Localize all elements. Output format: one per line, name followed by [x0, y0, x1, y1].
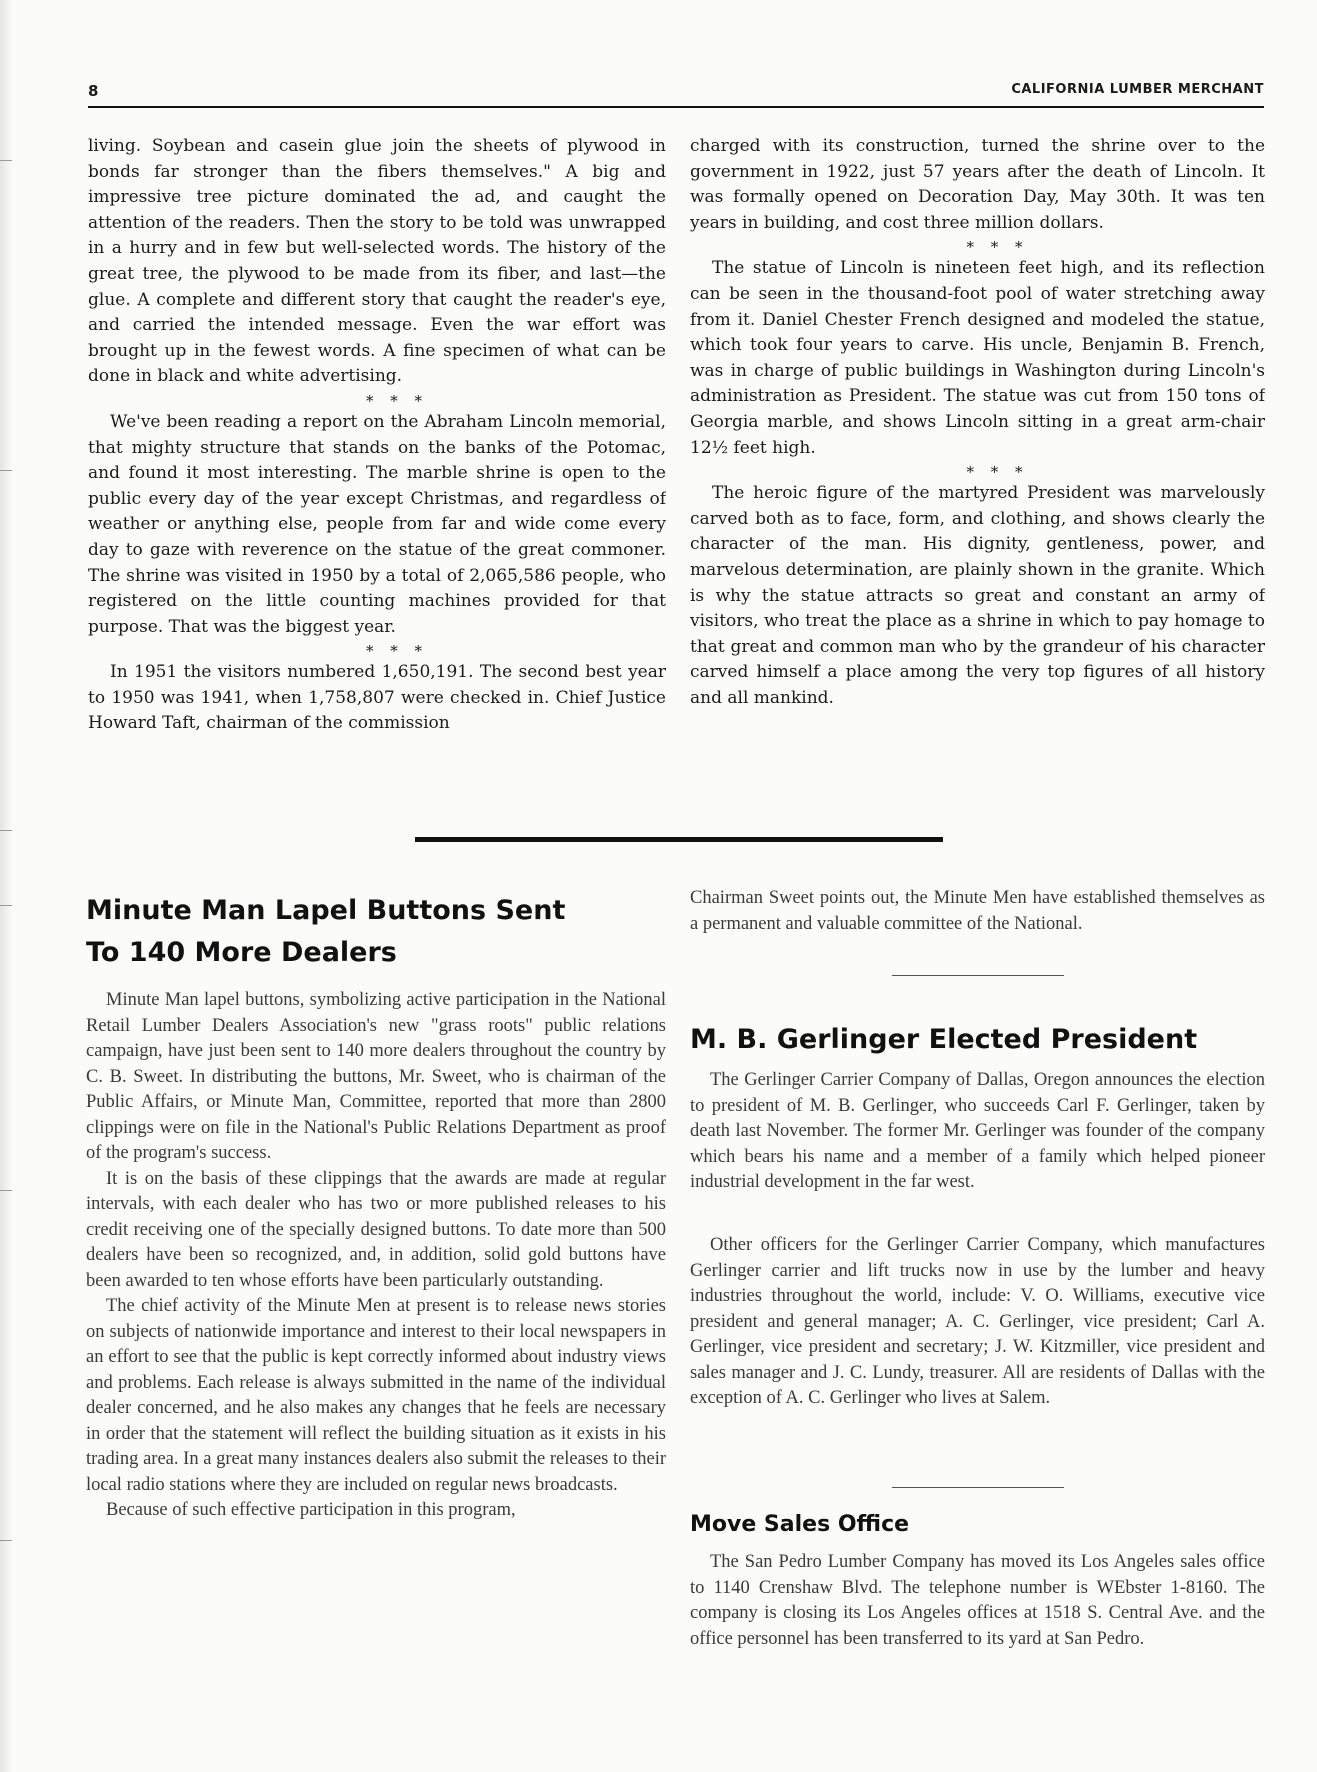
- minute-man-headline: [86, 890, 565, 974]
- column-top-left: [88, 134, 666, 737]
- scan-tick: [0, 1540, 12, 1541]
- section-separator: * * *: [365, 391, 429, 410]
- headline-line: To 140 More Dealers: [86, 937, 397, 968]
- minute-man-article: [86, 988, 666, 1524]
- paragraph: The statue of Lincoln is nineteen feet high, and its reflection can be seen in the thousand-foot pool of water stretching away from it. Daniel Chester French designed and modeled the statue, which took four years to carve. His uncle, Benjamin B. French, was in charge of public buildings in Washington during Lincoln's administration as President. The statue was cut from 150 tons of Georgia marble, and shows Lincoln sitting in a great arm-chair 12½ feet high.: [690, 258, 1265, 458]
- section-divider: [415, 837, 943, 842]
- paragraph: Chairman Sweet points out, the Minute Men have established themselves as a permanent and valuable committee of the National.: [690, 888, 1265, 934]
- paragraph: The chief activity of the Minute Men at present is to release news stories on subjects of nationwide importance and interest to their local newspapers in an effort to see that the public is kept correctly informed about industry views and problems. Each release is always submitted in the name of the individual dealer concerned, and he also makes any changes that he feels are necessary in order that the statement will reflect the building situation as it exists in his trading area. In a great many instances dealers also submit the releases to their local radio stations where they are included on regular news broadcasts.: [86, 1296, 666, 1495]
- headline-line: Minute Man Lapel Buttons Sent: [86, 895, 566, 926]
- scan-tick: [0, 160, 12, 161]
- paragraph: In 1951 the visitors numbered 1,650,191. The second best year to 1950 was 1941, when 1,758,807 were checked in. Chief Justice Howard Taft, chairman of the commission: [88, 662, 666, 734]
- short-rule: [892, 975, 1064, 976]
- header-rule: [88, 106, 1264, 108]
- paragraph: The San Pedro Lumber Company has moved its Los Angeles sales office to 1140 Crenshaw Blvd. The telephone number is WEbster 1-8160. The company is closing its Los Angeles offices at 1518 S. Central Ave. and the office personnel has been transferred to its yard at San Pedro.: [690, 1552, 1265, 1649]
- scan-tick: [0, 1190, 12, 1191]
- paragraph: charged with its construction, turned the shrine over to the government in 1922, just 57 years after the death of Lincoln. It was formally opened on Decoration Day, May 30th. It was ten years in building, and cost three million dollars.: [690, 136, 1265, 233]
- paragraph: Minute Man lapel buttons, symbolizing active participation in the National Retail Lumber Dealers Association's new "grass roots" public relations campaign, have just been sent to 140 more dealers throughout the country by C. B. Sweet. In distributing the buttons, Mr. Sweet, who is chairman of the Public Affairs, or Minute Man, Committee, reported that more than 2800 clippings were on file in the National's Public Relations Department as proof of the program's success.: [86, 990, 666, 1163]
- section-separator: * * *: [966, 463, 1029, 482]
- minute-man-continuation: [690, 886, 1265, 937]
- scan-tick: [0, 905, 12, 906]
- paragraph: We've been reading a report on the Abraham Lincoln memorial, that mighty structure that stands on the banks of the Potomac, and found it most interesting. The marble shrine is open to the public every day of the year except Christmas, and regardless of weather or anything else, people from far and wide come every day to gaze with reverence on the statue of the great commoner. The shrine was visited in 1950 by a total of 2,065,586 people, who registered on the little counting machines provided for that purpose. That was the biggest year.: [88, 411, 666, 637]
- page-header: [88, 82, 1264, 108]
- paragraph: The heroic figure of the martyred President was marvelously carved both as to face, form, and clothing, and shows clearly the character of the man. His dignity, gentleness, power, and marvelous determination, are plainly shown in the granite. Which is why the statue attracts so great and constant an army of visitors, who treat the place as a shrine in which to pay homage to that great and common man who by the grandeur of his character carved himself a place among the very top figures of all history and all mankind.: [690, 483, 1265, 708]
- journal-title: CALIFORNIA LUMBER MERCHANT: [1011, 82, 1264, 97]
- column-top-right: [690, 134, 1265, 711]
- page-number: 8: [88, 82, 99, 100]
- short-rule: [892, 1487, 1064, 1488]
- scan-tick: [0, 470, 12, 471]
- section-separator: * * *: [966, 238, 1029, 257]
- paragraph: living. Soybean and casein glue join the sheets of plywood in bonds far stronger than the fibers themselves." A big and impressive tree picture dominated the ad, and caught the attention of the readers. Then the story to be told was unwrapped in a hurry and in few but well-selected words. The history of the great tree, the plywood to be made from its fiber, and last—the glue. A complete and different story that caught the reader's eye, and carried the intended message. Even the war effort was brought up in the fewest words. A fine specimen of what can be done in black and white advertising.: [88, 136, 666, 387]
- section-separator: * * *: [365, 642, 429, 661]
- gerlinger-headline: M. B. Gerlinger Elected President: [690, 1024, 1198, 1055]
- scan-tick: [0, 830, 12, 831]
- sales-office-article: [690, 1550, 1265, 1652]
- paragraph: Other officers for the Gerlinger Carrier Company, which manufactures Gerlinger carrier and lift trucks now in use by the lumber and heavy industries throughout the world, include: V. O. Williams, executive vice president and general manager; A. C. Gerlinger, vice president; Carl A. Gerlinger, vice president and secretary; J. W. Kitzmiller, vice president and sales manager and J. C. Lundy, treasurer. All are residents of Dallas with the exception of A. C. Gerlinger who lives at Salem.: [690, 1235, 1265, 1408]
- paragraph: The Gerlinger Carrier Company of Dallas, Oregon announces the election to president of M. B. Gerlinger, who succeeds Carl F. Gerlinger, taken by death last November. The former Mr. Gerlinger was founder of the company which bears his name and a member of a family which helped pioneer industrial development in the far west.: [690, 1070, 1265, 1192]
- paragraph: Because of such effective participation in this program,: [106, 1500, 516, 1520]
- gerlinger-article: [690, 1068, 1265, 1196]
- paragraph: It is on the basis of these clippings that the awards are made at regular intervals, with each dealer who has two or more published releases to his credit receiving one of the specially designed buttons. To date more than 500 dealers have been so recognized, and, in addition, solid gold buttons have been awarded to ten whose efforts have been particularly outstanding.: [86, 1168, 666, 1291]
- gerlinger-article-continued: [690, 1233, 1265, 1412]
- sales-office-headline: Move Sales Office: [690, 1512, 910, 1537]
- scan-edge: [0, 0, 12, 1772]
